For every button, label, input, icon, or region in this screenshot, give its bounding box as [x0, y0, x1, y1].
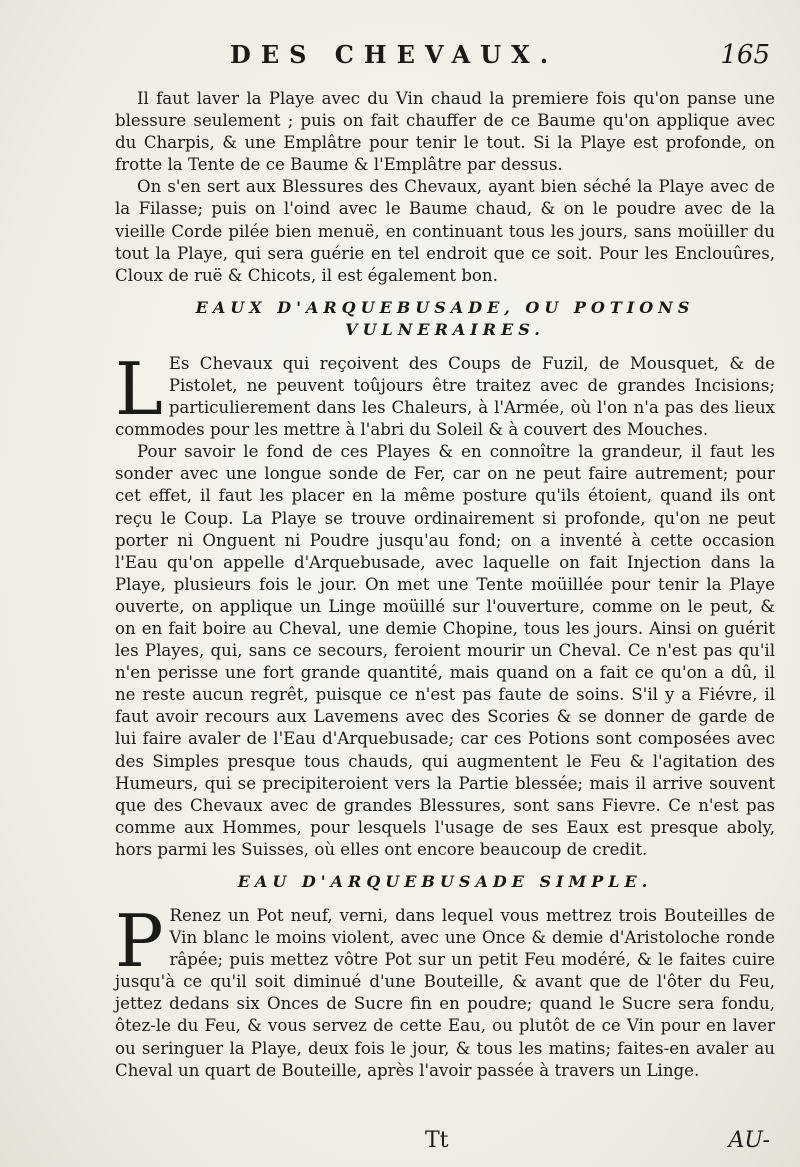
signature-mark: Tt — [425, 1128, 449, 1153]
paragraph-balm-1: Il faut laver la Playe avec du Vin chaud la premiere fois qu'on panse une blessure seulement ; puis on fait chauffer de ce Baume qu'on applique avec du Charpis, & une Emplâtre pour tenir le tout. Si la Playe est profonde, on frotte la Tente de ce Baume & l'Emplâtre par dessus. — [115, 89, 775, 175]
paragraph-recipe-text: Renez un Pot neuf, verni, dans lequel vous mettrez trois Bouteilles de Vin blanc le moins violent, avec une Once & demie d'Aristoloche ronde râpée; puis mettez vôtre Pot sur un petit Feu modéré, & le faites cuire jusqu'à ce qu'il soit diminué d'une Bouteille, & avant que de l'ôter du Feu, jettez dedans six Onces de Sucre fin en poudre; quand le Sucre sera fondu, ôtez-le du Feu, & vous servez de cette Eau, ou plutôt de ce Vin pour en laver ou seringuer la Playe, deux fois le jour, & tous les matins; faites-en avaler au Cheval un quart de Bouteille, après l'avoir passée à travers un Linge. — [115, 906, 775, 1080]
catchword: AU- — [728, 1128, 770, 1153]
dropcap-l: L — [115, 346, 163, 431]
paragraph-balm-2: On s'en sert aux Blessures des Chevaux, ayant bien séché la Playe avec de la Filasse; puis on l'oind avec le Baume chaud, & on le poudre avec de la vieille Corde pilée bien menuë, en continuant tous les jours, sans moüiller du tout la Playe, qui sera guérie en tel endroit que ce soit. Pour les Enclouûres, Cloux de ruë & Chicots, il est également bon. — [115, 177, 775, 285]
page-header — [0, 40, 800, 76]
dropcap-p: P — [115, 899, 164, 983]
section-title-eaux-arquebusade: EAUX D'ARQUEBUSADE, OU POTIONS VULNERAIRES. — [195, 297, 695, 339]
paragraph-gunshot-wounds — [115, 346, 775, 441]
page-footer — [0, 1128, 800, 1158]
paragraph-gunshot-text: Es Chevaux qui reçoivent des Coups de Fuzil, de Mousquet, & de Pistolet, ne peuvent toûjours être traitez avec de grandes Incisions; particulierement dans les Chaleurs, à l'Armée, où l'on n'a pas des lieux commodes pour les mettre à l'abri du Soleil & à couvert des Mouches. — [115, 353, 775, 440]
page-body — [115, 88, 775, 1082]
paragraph-probing-wounds: Pour savoir le fond de ces Playes & en connoître la grandeur, il faut les sonder avec une longue sonde de Fer, car on ne peut faire autrement; pour cet effet, il faut les placer en la même posture qu'ils étoient, quand ils ont reçu le Coup. La Playe se trouve ordinairement si profonde, qu'on ne peut porter ni Onguent ni Poudre jusqu'au fond; on a inventé à cette occasion l'Eau qu'on appelle d'Arquebusade, avec laquelle on fait Injection dans la Playe, plusieurs fois le jour. On met une Tente moüillée pour tenir la Playe ouverte, on applique un Linge moüillé sur l'ouverture, comme on le peut, & on en fait boire au Cheval, une demie Chopine, tous les jours. Ainsi on guérit les Playes, qui, sans ce secours, feroient mourir un Cheval. Ce n'est pas qu'il n'en perisse une fort grande quantité, mais quand on a fait ce qu'on a dû, il ne reste aucun regrêt, puisque ce n'est pas faute de soins. S'il y a Fiévre, il faut avoir recours aux Lavemens avec des Scories & se donner de garde de lui faire avaler de l'Eau d'Arquebusade; car ces Potions sont composées avec des Simples presque tous chauds, qui augmentent le Feu & l'agitation des Humeurs, qui se precipiteroient vers la Partie blessée; mais il arrive souvent que des Chevaux avec de grandes Blessures, sont sans Fievre. Ce n'est pas comme aux Hommes, pour lesquels l'usage de ses Eaux est presque aboly, hors parmi les Suisses, où elles ont encore beaucoup de credit. — [115, 442, 775, 859]
section-title-eau-simple: EAU D'ARQUEBUSADE SIMPLE. — [237, 872, 653, 891]
page-number: 165 — [720, 40, 770, 70]
running-title: DES CHEVAUX. — [230, 40, 559, 69]
paragraph-recipe — [115, 899, 775, 1082]
